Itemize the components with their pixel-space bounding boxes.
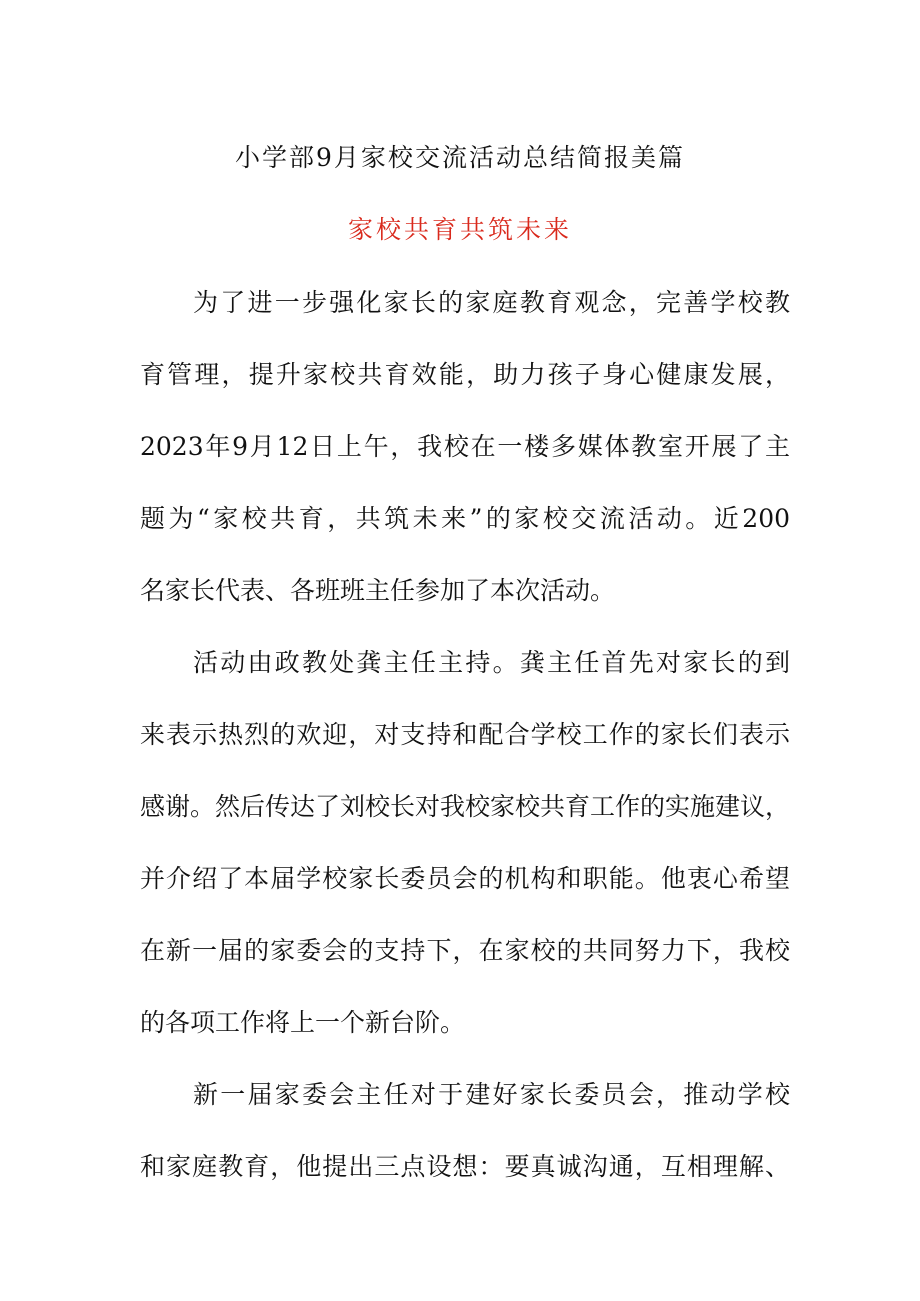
document-subtitle: 家校共育共筑未来 [347,215,572,244]
paragraph-line: 活动由政教处龚主任主持。龚主任首先对家长的到 [193,648,790,677]
paragraph-line: 名家长代表、各班班主任参加了本次活动。 [140,576,616,605]
paragraph-line: 2023年9月12日上午，我校在一楼多媒体教室开展了主 [140,432,790,461]
paragraph-line: 来表示热烈的欢迎，对支持和配合学校工作的家长们表示 [140,720,790,749]
paragraph-line: 在新一届的家委会的支持下，在家校的共同努力下，我校 [140,936,790,965]
paragraph-line: 感谢。然后传达了刘校长对我校家校共育工作的实施建议， [140,792,790,821]
paragraph-line: 题为“家校共育，共筑未来”的家校交流活动。近200 [140,504,790,533]
paragraph-line: 并介绍了本届学校家长委员会的机构和职能。他衷心希望 [140,864,790,893]
paragraph-line: 育管理，提升家校共育效能，助力孩子身心健康发展， [140,360,790,389]
paragraph-line: 为了进一步强化家长的家庭教育观念，完善学校教 [193,288,790,317]
document-title: 小学部9月家校交流活动总结简报美篇 [235,143,685,172]
paragraph-line: 和家庭教育，他提出三点设想：要真诚沟通，互相理解、 [140,1152,790,1181]
paragraph-line: 新一届家委会主任对于建好家长委员会，推动学校 [193,1080,790,1109]
paragraph-line: 的各项工作将上一个新台阶。 [140,1008,466,1037]
